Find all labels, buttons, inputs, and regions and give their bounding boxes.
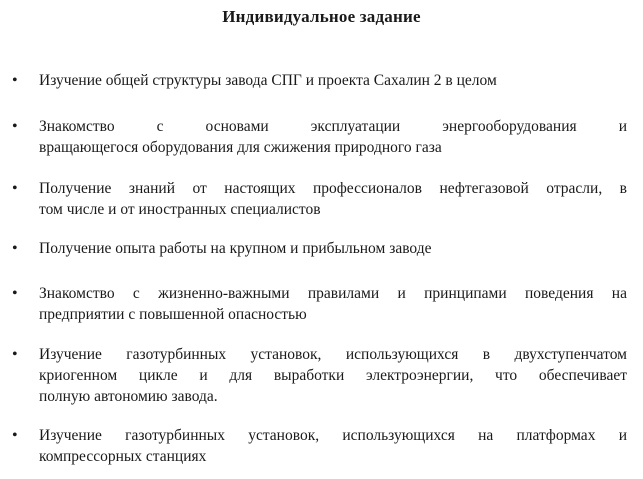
list-item-text	[39, 116, 627, 158]
list-item-line: Изучение общей структуры завода СПГ и проекта Сахалин 2 в целом	[39, 72, 497, 89]
list-item-text	[39, 344, 627, 407]
bullet-icon: •	[12, 285, 18, 302]
list-item-line: том числе и от иностранных специалистов	[39, 201, 321, 218]
list-item-line: Получение опыта работы на крупном и прибыльном заводе	[39, 240, 432, 257]
bullet-icon: •	[12, 180, 18, 197]
bullet-icon: •	[12, 118, 18, 135]
bullet-icon: •	[12, 346, 18, 363]
list-item-line: вращающегося оборудования для сжижения природного газа	[39, 139, 442, 156]
list-item-line: Знакомство с жизненно-важными правилами и принципами поведения на	[39, 285, 627, 302]
list-item-line: Получение знаний от настоящих профессионалов нефтегазовой отрасли, в	[39, 180, 627, 197]
list-item-line: Изучение газотурбинных установок, использующихся в двухступенчатом	[39, 346, 627, 363]
bullet-icon: •	[12, 72, 18, 89]
list-item-line: криогенном цикле и для выработки электроэнергии, что обеспечивает	[39, 367, 627, 384]
list-item-text	[39, 425, 627, 467]
list-item-text	[39, 283, 627, 325]
list-item-line: компрессорных станциях	[39, 448, 207, 465]
list-item-line: предприятии с повышенной опасностью	[39, 306, 307, 323]
list-item-text	[39, 178, 627, 220]
list-item-line: Изучение газотурбинных установок, использующихся на платформах и	[39, 427, 627, 444]
bullet-icon: •	[12, 427, 18, 444]
list-item-text	[39, 70, 627, 91]
bullet-icon: •	[12, 240, 18, 257]
page-title: Индивидуальное задание	[222, 7, 421, 26]
list-item-line: Знакомство с основами эксплуатации энергооборудования и	[39, 118, 627, 135]
list-item-text	[39, 238, 627, 259]
list-item-line: полную автономию завода.	[39, 388, 218, 405]
